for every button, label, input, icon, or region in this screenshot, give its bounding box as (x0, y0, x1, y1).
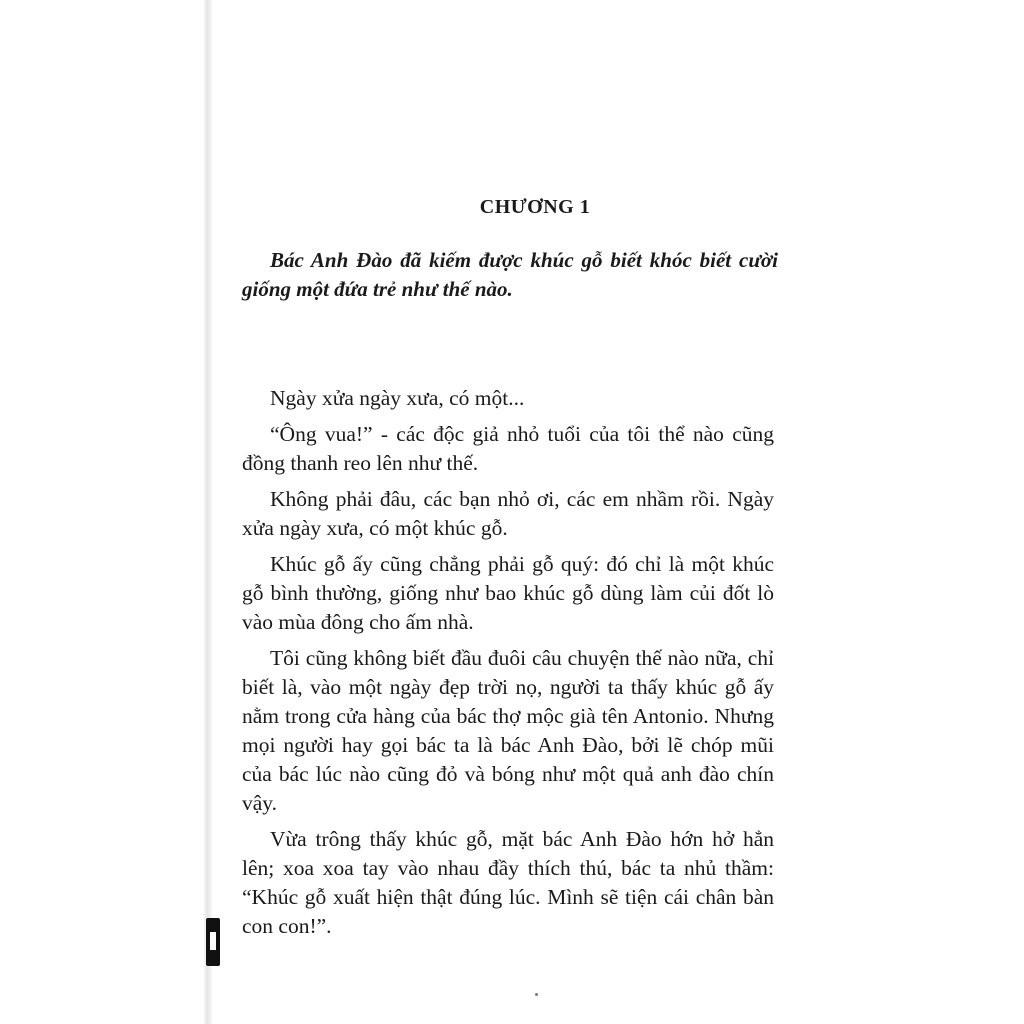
paragraph: Vừa trông thấy khúc gỗ, mặt bác Anh Đào hớn hở hẳn lên; xoa xoa tay vào nhau đầy thích thú, bác ta nhủ thầm: “Khúc gỗ xuất hiện thật đúng lúc. Mình sẽ tiện cái chân bàn con con!”. (242, 827, 774, 938)
book-page (242, 0, 778, 1024)
paragraph: Ngày xửa ngày xưa, có một... (270, 386, 525, 410)
paragraph: Khúc gỗ ấy cũng chẳng phải gỗ quý: đó chỉ là một khúc gỗ bình thường, giống như bao khúc gỗ dùng làm củi đốt lò vào mùa đông cho ấm nhà. (242, 552, 774, 634)
chapter-body (242, 384, 774, 948)
chapter-title: CHƯƠNG 1 (479, 196, 591, 218)
paragraph: Tôi cũng không biết đầu đuôi câu chuyện thế nào nữa, chỉ biết là, vào một ngày đẹp trời nọ, người ta thấy khúc gỗ ấy nằm trong cửa hàng của bác thợ mộc già tên Antonio. Nhưng mọi người hay gọi bác ta là bác Anh Đào, bởi lẽ chóp mũi của bác lúc nào cũng đỏ và bóng như một quả anh đào chín vậy. (242, 646, 774, 815)
page-speck (535, 993, 538, 996)
page-edge-mark (206, 918, 220, 966)
paragraph: “Ông vua!” - các độc giả nhỏ tuổi của tôi thể nào cũng đồng thanh reo lên như thế. (242, 422, 774, 475)
page-gutter-edge (204, 0, 212, 1024)
chapter-subtitle: Bác Anh Đào đã kiếm được khúc gỗ biết khóc biết cười giống một đứa trẻ như thế nào. (242, 248, 778, 301)
paragraph: Không phải đâu, các bạn nhỏ ơi, các em nhầm rồi. Ngày xửa ngày xưa, có một khúc gỗ. (242, 487, 774, 540)
